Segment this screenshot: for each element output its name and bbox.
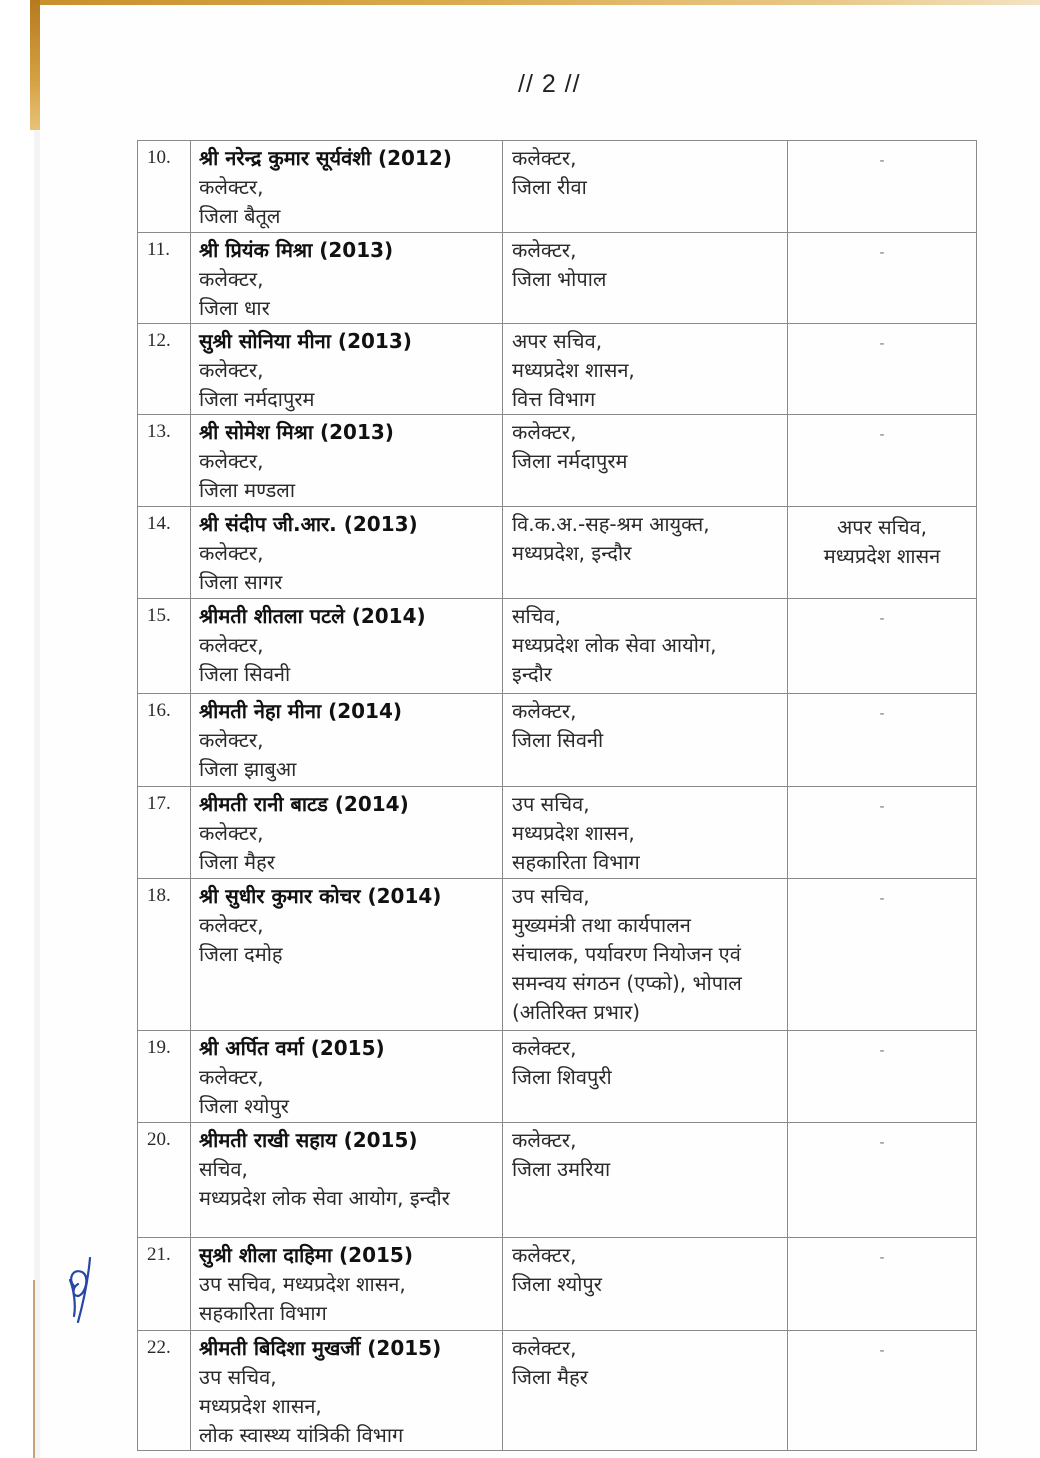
current-post-line: कलेक्टर,: [199, 633, 264, 657]
serial-number: 19.: [138, 1031, 191, 1123]
current-post-line: मध्यप्रदेश लोक सेवा आयोग, इन्दौर: [199, 1186, 450, 1210]
new-post-cell: [503, 415, 788, 507]
current-post-line: जिला दमोह: [199, 942, 283, 966]
additional-charge-line: -: [879, 1250, 885, 1266]
scan-margin: [0, 0, 34, 1458]
new-post-line: कलेक्टर,: [512, 1336, 577, 1360]
new-post-cell: [503, 694, 788, 787]
page-number: // 2 //: [518, 70, 581, 98]
new-post-cell: [503, 324, 788, 415]
table-row: [138, 141, 977, 233]
officer-name: श्रीमती राखी सहाय (2015): [199, 1128, 418, 1152]
additional-charge-cell: [788, 599, 977, 694]
new-post-line: मध्यप्रदेश शासन,: [512, 358, 635, 382]
new-post-cell: [503, 787, 788, 879]
current-post-line: जिला मैहर: [199, 850, 275, 874]
new-post-line: जिला श्योपुर: [512, 1272, 602, 1296]
table-row: [138, 1331, 977, 1451]
new-post-line: संचालक, पर्यावरण नियोजन एवं: [512, 942, 741, 966]
additional-charge-line: -: [879, 799, 885, 815]
current-post-line: उप सचिव,: [199, 1365, 277, 1389]
serial-number: 16.: [138, 694, 191, 787]
serial-number: 12.: [138, 324, 191, 415]
current-post-line: लोक स्वास्थ्य यांत्रिकी विभाग: [199, 1423, 404, 1447]
officer-cell: [191, 1123, 503, 1238]
table-row: [138, 415, 977, 507]
officer-cell: [191, 415, 503, 507]
officer-cell: [191, 1031, 503, 1123]
new-post-line: इन्दौर: [512, 662, 552, 686]
additional-charge-line: -: [879, 427, 885, 443]
current-post-line: जिला सिवनी: [199, 662, 291, 686]
new-post-line: जिला नर्मदापुरम: [512, 449, 628, 473]
new-post-cell: [503, 879, 788, 1031]
current-post-line: कलेक्टर,: [199, 1065, 264, 1089]
officer-cell: [191, 507, 503, 599]
officer-name: श्री संदीप जी.आर. (2013): [199, 512, 418, 536]
new-post-line: (अतिरिक्त प्रभार): [512, 1000, 641, 1024]
additional-charge-line: -: [879, 336, 885, 352]
officer-cell: [191, 879, 503, 1031]
additional-charge-cell: [788, 1123, 977, 1238]
serial-number: 11.: [138, 233, 191, 324]
table-row: [138, 599, 977, 694]
new-post-line: कलेक्टर,: [512, 1036, 577, 1060]
additional-charge-line: मध्यप्रदेश शासन: [823, 544, 941, 568]
new-post-cell: [503, 1123, 788, 1238]
current-post-line: कलेक्टर,: [199, 449, 264, 473]
additional-charge-line: -: [879, 611, 885, 627]
new-post-line: कलेक्टर,: [512, 1128, 577, 1152]
additional-charge-line: -: [879, 706, 885, 722]
serial-number: 13.: [138, 415, 191, 507]
new-post-line: जिला शिवपुरी: [512, 1065, 612, 1089]
officer-cell: [191, 233, 503, 324]
current-post-line: जिला श्योपुर: [199, 1094, 289, 1118]
new-post-cell: [503, 1031, 788, 1123]
new-post-line: वि.क.अ.-सह-श्रम आयुक्त,: [512, 512, 710, 536]
new-post-line: जिला रीवा: [512, 175, 587, 199]
new-post-cell: [503, 507, 788, 599]
officer-cell: [191, 787, 503, 879]
officer-name: श्री प्रियंक मिश्रा (2013): [199, 238, 394, 262]
additional-charge-cell: [788, 787, 977, 879]
serial-number: 10.: [138, 141, 191, 233]
additional-charge-cell: [788, 879, 977, 1031]
officer-name: श्री सुधीर कुमार कोचर (2014): [199, 884, 442, 908]
transfer-table: [137, 140, 977, 1451]
serial-number: 21.: [138, 1238, 191, 1331]
new-post-line: मध्यप्रदेश लोक सेवा आयोग,: [512, 633, 717, 657]
officer-name: श्री सोमेश मिश्रा (2013): [199, 420, 394, 444]
officer-name: श्रीमती शीतला पटले (2014): [199, 604, 426, 628]
officer-cell: [191, 599, 503, 694]
table-row: [138, 1123, 977, 1238]
additional-charge-line: -: [879, 891, 885, 907]
new-post-line: मध्यप्रदेश, इन्दौर: [512, 541, 632, 565]
additional-charge-line: -: [879, 245, 885, 261]
current-post-line: उप सचिव, मध्यप्रदेश शासन,: [199, 1272, 406, 1296]
officer-name: सुश्री शीला दाहिमा (2015): [199, 1243, 413, 1267]
new-post-cell: [503, 233, 788, 324]
new-post-line: अपर सचिव,: [512, 329, 603, 353]
new-post-line: कलेक्टर,: [512, 699, 577, 723]
additional-charge-line: -: [879, 1135, 885, 1151]
new-post-cell: [503, 1331, 788, 1451]
page-edge-line: [33, 1280, 35, 1458]
new-post-line: जिला उमरिया: [512, 1157, 611, 1181]
new-post-line: सहकारिता विभाग: [512, 850, 640, 874]
table-row: [138, 1031, 977, 1123]
current-post-line: कलेक्टर,: [199, 541, 264, 565]
new-post-line: समन्वय संगठन (एप्को), भोपाल: [512, 971, 742, 995]
officer-name: श्रीमती रानी बाटड (2014): [199, 792, 409, 816]
serial-number: 15.: [138, 599, 191, 694]
current-post-line: जिला मण्डला: [199, 478, 296, 502]
additional-charge-cell: [788, 507, 977, 599]
table-row: [138, 233, 977, 324]
additional-charge-cell: [788, 694, 977, 787]
current-post-line: सचिव,: [199, 1157, 248, 1181]
new-post-line: जिला मैहर: [512, 1365, 588, 1389]
new-post-line: मध्यप्रदेश शासन,: [512, 821, 635, 845]
new-post-cell: [503, 1238, 788, 1331]
table-row: [138, 694, 977, 787]
new-post-line: जिला सिवनी: [512, 728, 604, 752]
current-post-line: कलेक्टर,: [199, 175, 264, 199]
serial-number: 14.: [138, 507, 191, 599]
new-post-line: कलेक्टर,: [512, 1243, 577, 1267]
new-post-line: जिला भोपाल: [512, 267, 607, 291]
new-post-cell: [503, 599, 788, 694]
serial-number: 20.: [138, 1123, 191, 1238]
new-post-line: वित्त विभाग: [512, 387, 596, 411]
current-post-line: जिला झाबुआ: [199, 757, 297, 781]
officer-name: सुश्री सोनिया मीना (2013): [199, 329, 412, 353]
additional-charge-cell: [788, 141, 977, 233]
additional-charge-line: -: [879, 1043, 885, 1059]
table-row: [138, 507, 977, 599]
new-post-line: कलेक्टर,: [512, 420, 577, 444]
new-post-line: मुख्यमंत्री तथा कार्यपालन: [512, 913, 691, 937]
new-post-line: उप सचिव,: [512, 884, 590, 908]
additional-charge-line: अपर सचिव,: [836, 515, 928, 539]
current-post-line: कलेक्टर,: [199, 267, 264, 291]
table-row: [138, 324, 977, 415]
additional-charge-cell: [788, 1238, 977, 1331]
current-post-line: जिला सागर: [199, 570, 283, 594]
additional-charge-line: -: [879, 1343, 885, 1359]
current-post-line: मध्यप्रदेश शासन,: [199, 1394, 322, 1418]
table-row: [138, 787, 977, 879]
additional-charge-cell: [788, 324, 977, 415]
current-post-line: जिला धार: [199, 296, 270, 320]
officer-name: श्री अर्पित वर्मा (2015): [199, 1036, 385, 1060]
serial-number: 18.: [138, 879, 191, 1031]
additional-charge-cell: [788, 415, 977, 507]
current-post-line: कलेक्टर,: [199, 728, 264, 752]
current-post-line: कलेक्टर,: [199, 821, 264, 845]
additional-charge-cell: [788, 1331, 977, 1451]
new-post-line: सचिव,: [512, 604, 561, 628]
officer-name: श्रीमती बिदिशा मुखर्जी (2015): [199, 1336, 442, 1360]
serial-number: 17.: [138, 787, 191, 879]
new-post-line: कलेक्टर,: [512, 238, 577, 262]
officer-cell: [191, 694, 503, 787]
current-post-line: जिला नर्मदापुरम: [199, 387, 315, 411]
officer-cell: [191, 324, 503, 415]
current-post-line: कलेक्टर,: [199, 358, 264, 382]
signature-initials-icon: [64, 1250, 104, 1330]
table-row: [138, 1238, 977, 1331]
table-row: [138, 879, 977, 1031]
officer-cell: [191, 141, 503, 233]
officer-name: श्री नरेन्द्र कुमार सूर्यवंशी (2012): [199, 146, 452, 170]
current-post-line: जिला बैतूल: [199, 204, 281, 228]
page-edge-top: [30, 0, 1040, 5]
serial-number: 22.: [138, 1331, 191, 1451]
officer-cell: [191, 1331, 503, 1451]
new-post-line: उप सचिव,: [512, 792, 590, 816]
additional-charge-cell: [788, 233, 977, 324]
current-post-line: कलेक्टर,: [199, 913, 264, 937]
officer-cell: [191, 1238, 503, 1331]
new-post-cell: [503, 141, 788, 233]
current-post-line: सहकारिता विभाग: [199, 1301, 327, 1325]
new-post-line: कलेक्टर,: [512, 146, 577, 170]
additional-charge-line: -: [879, 153, 885, 169]
officer-name: श्रीमती नेहा मीना (2014): [199, 699, 403, 723]
page-edge-left: [30, 0, 40, 130]
additional-charge-cell: [788, 1031, 977, 1123]
